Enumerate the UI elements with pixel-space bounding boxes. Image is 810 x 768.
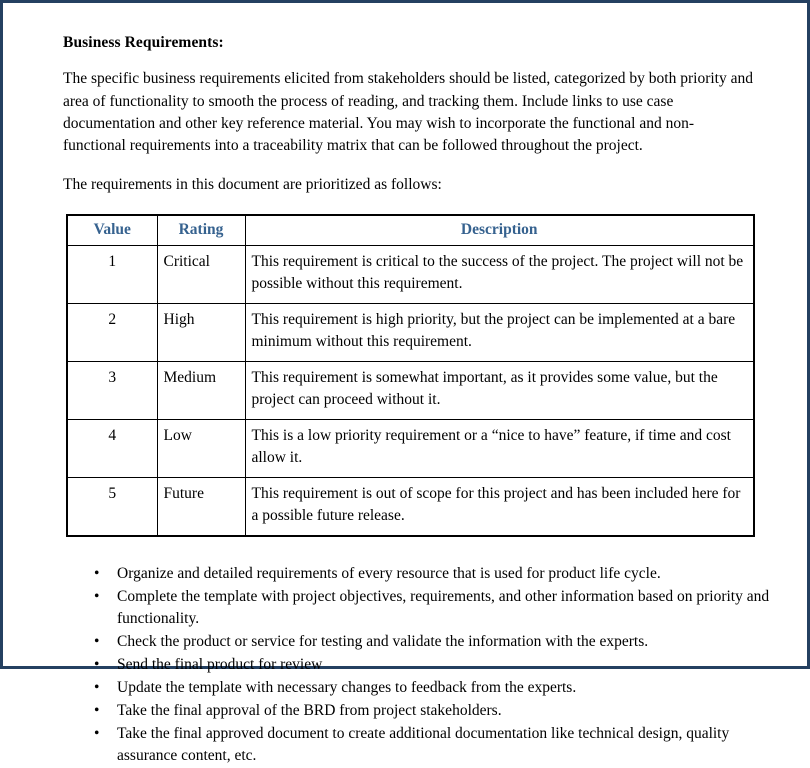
cell-rating: Critical [157,245,245,303]
bullet-point-icon: • [94,655,100,673]
priority-table [66,214,755,537]
cell-description: This requirement is somewhat important, as it provides some value, but the project can proceed without it. [245,361,754,419]
column-header-description: Description [245,215,754,246]
column-header-rating: Rating [157,215,245,246]
bullet-point-icon: • [94,587,100,605]
cell-description: This is a low priority requirement or a “nice to have” feature, if time and cost allow it. [245,419,754,477]
table-lead-in-text: The requirements in this document are prioritized as follows: [63,175,442,193]
cell-value: 1 [67,245,157,303]
table-row [67,361,754,419]
list-item [91,723,781,767]
bullet-point-icon: • [94,724,100,742]
list-item [91,586,781,630]
list-item [91,631,781,653]
priority-table-body [67,245,754,536]
intro-paragraph: The specific business requirements elicited from stakeholders should be listed, categorized by both priority and area of functionality to smooth the process of reading, and tracking them. Include links to use case documentation and other key reference material. You may wish to incorporate the functional and non-functional requirements into a traceability matrix that can be followed throughout the project. [63,70,753,155]
table-header-row [67,215,754,246]
cell-rating: Future [157,477,245,536]
table-row [67,303,754,361]
priority-table-head [67,215,754,246]
list-item-text: Complete the template with project objectives, requirements, and other information based on priority and functionality. [117,587,770,627]
cell-rating: High [157,303,245,361]
list-item-text: Take the final approved document to create additional documentation like technical design, quality assurance content, etc. [117,724,730,764]
list-item-text: Take the final approval of the BRD from project stakeholders. [117,701,502,719]
cell-value: 2 [67,303,157,361]
table-row [67,477,754,536]
page-title: Business Requirements: [63,34,224,51]
list-item [91,654,781,676]
cell-description: This requirement is critical to the success of the project. The project will not be possible without this requirement. [245,245,754,303]
bullet-point-icon: • [94,701,100,719]
cell-rating: Low [157,419,245,477]
table-row [67,245,754,303]
list-item [91,700,781,722]
document-content [63,33,770,768]
column-header-value: Value [67,215,157,246]
requirements-bullet-list [63,563,781,767]
bullet-point-icon: • [94,678,100,696]
list-item-text: Send the final product for review [117,655,323,673]
list-item-text: Update the template with necessary changes to feedback from the experts. [117,678,577,696]
bullet-point-icon: • [94,564,100,582]
cell-rating: Medium [157,361,245,419]
list-item [91,563,781,585]
cell-value: 5 [67,477,157,536]
table-row [67,419,754,477]
list-item-text: Organize and detailed requirements of every resource that is used for product life cycle. [117,564,661,582]
bullet-point-icon: • [94,632,100,650]
list-item-text: Check the product or service for testing and validate the information with the experts. [117,632,649,650]
cell-description: This requirement is high priority, but the project can be implemented at a bare minimum without this requirement. [245,303,754,361]
cell-value: 4 [67,419,157,477]
cell-value: 3 [67,361,157,419]
cell-description: This requirement is out of scope for this project and has been included here for a possible future release. [245,477,754,536]
list-item [91,677,781,699]
